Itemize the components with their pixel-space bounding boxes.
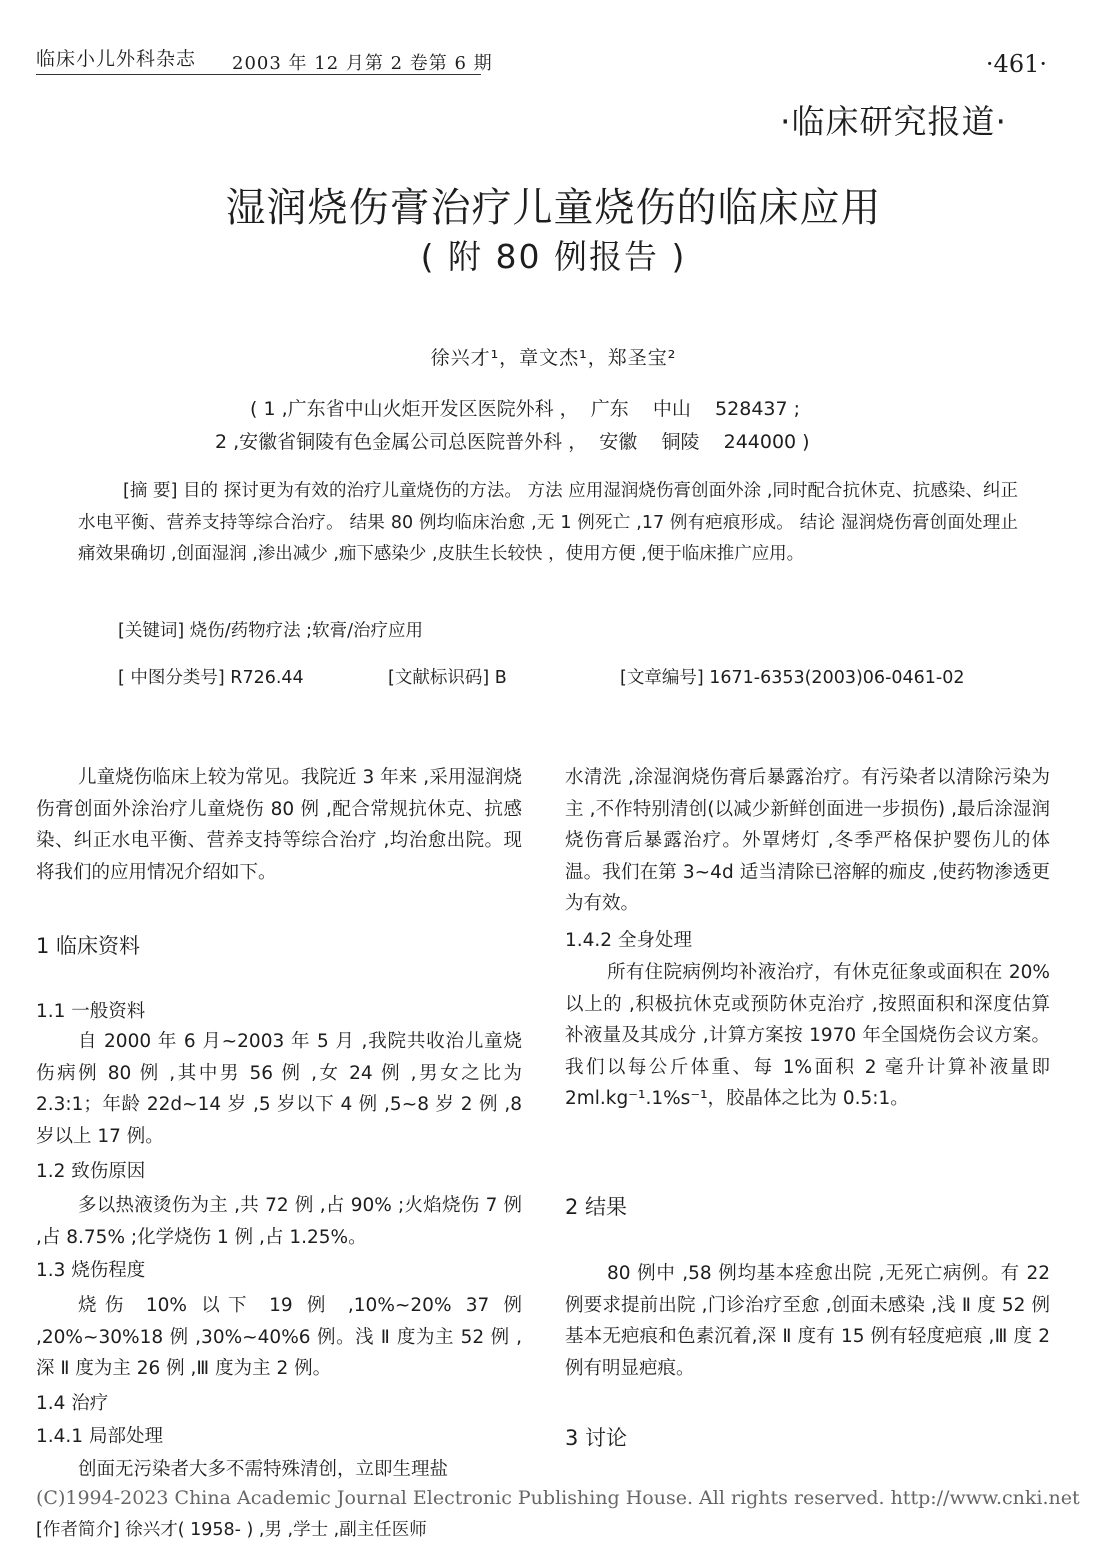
article-number: [文章编号] 1671-6353(2003)06-0461-02 xyxy=(620,668,965,688)
body-paragraph: 水清洗 ,涂湿润烧伤膏后暴露治疗。有污染者以清除污染为主 ,不作特别清创(以减少新鲜创面进一步损伤) ,最后涂湿润烧伤膏后暴露治疗。外罩烤灯 ,冬季严格保护婴伤儿的体温。我们在第 3~4d 适当清除已溶解的痂皮 ,使药物渗透更为有效。 xyxy=(565,767,1050,914)
body-paragraph: 自 2000 年 6 月~2003 年 5 月 ,我院共收治儿童烧伤病例 80 例 ,其中男 56 例 ,女 24 例 ,男女之比为 2.3:1；年龄 22d~14 岁 ,5 岁以下 4 例 ,5~8 岁 2 例 ,8 岁以上 17 例。 xyxy=(36,1031,522,1147)
subsection-heading: 1.1 一般资料 xyxy=(36,1001,146,1022)
clc-number: [ 中图分类号] R726.44 xyxy=(118,668,304,688)
body-paragraph: 多以热液烫伤为主 ,共 72 例 ,占 90% ;火焰烧伤 7 例 ,占 8.75% ;化学烧伤 1 例 ,占 1.25%。 xyxy=(36,1195,522,1248)
intro-paragraph: 儿童烧伤临床上较为常见。我院近 3 年来 ,采用湿润烧伤膏创面外涂治疗儿童烧伤 80 例 ,配合常规抗休克、抗感染、纠正水电平衡、营养支持等综合治疗 ,均治愈出院。现将我们的应用情况介绍如下。 xyxy=(36,767,522,883)
section-heading: 2 结果 xyxy=(565,1195,628,1219)
body-paragraph: 创面无污染者大多不需特殊清创，立即生理盐 xyxy=(78,1459,449,1480)
author-note: [作者简介] 徐兴才( 1958- ) ,男 ,学士 ,副主任医师 xyxy=(36,1520,427,1540)
subsection-heading: 1.3 烧伤程度 xyxy=(36,1260,146,1281)
section-heading: 3 讨论 xyxy=(565,1426,628,1450)
affiliation-2: 2 ,安徽省铜陵有色金属公司总医院普外科 ， 安徽 铜陵 244000 ) xyxy=(215,431,810,453)
author-list: 徐兴才¹，章文杰¹，郑圣宝² xyxy=(430,347,677,369)
body-paragraph: 烧伤 10% 以下 19 例 ,10%~20% 37 例 ,20%~30%18 例 ,30%~40%6 例。浅 Ⅱ 度为主 52 例 ,深 Ⅱ 度为主 26 例 ,Ⅲ 度为主 2 例。 xyxy=(36,1295,522,1379)
journal-name: 临床小儿外科杂志 xyxy=(36,48,197,70)
subsection-heading: 1.4 治疗 xyxy=(36,1393,109,1414)
page-number: ·461· xyxy=(985,50,1047,78)
body-paragraph: 所有住院病例均补液治疗，有休克征象或面积在 20%以上的 ,积极抗休克或预防休克治疗 ,按照面积和深度估算补液量及其成分 ,计算方案按 1970 年全国烧伤会议方案。我们以每公斤体重、每 1%面积 2 毫升计算补液量即 2ml.kg⁻¹.1%s⁻¹，胶晶体之比为 0.5:1。 xyxy=(565,962,1050,1109)
document-code: [文献标识码] B xyxy=(388,668,507,688)
article-subtitle: ( 附 80 例报告 ) xyxy=(420,237,687,276)
affiliation-1: ( 1 ,广东省中山火炬开发区医院外科 ， 广东 中山 528437 ; xyxy=(250,398,801,420)
header-rule xyxy=(36,74,481,75)
subsubsection-heading: 1.4.2 全身处理 xyxy=(565,930,692,951)
subsection-heading: 1.2 致伤原因 xyxy=(36,1161,146,1182)
body-paragraph: 80 例中 ,58 例均基本痊愈出院 ,无死亡病例。有 22 例要求提前出院 ,门诊治疗至愈 ,创面未感染 ,浅 Ⅱ 度 52 例基本无疤痕和色素沉着,深 Ⅱ 度有 15 例有轻度疤痕 ,Ⅲ 度 2 例有明显疤痕。 xyxy=(565,1263,1050,1379)
section-label: ·临床研究报道· xyxy=(780,102,1007,141)
keywords: [关键词] 烧伤/药物疗法 ;软膏/治疗应用 xyxy=(118,621,423,641)
copyright-notice: (C)1994-2023 China Academic Journal Electronic Publishing House. All rights reserved. http://www.cnki.net xyxy=(36,1487,1080,1509)
issue-info: 2003 年 12 月第 2 卷第 6 期 xyxy=(232,53,493,74)
section-heading: 1 临床资料 xyxy=(36,934,141,958)
abstract: [摘 要] 目的 探讨更为有效的治疗儿童烧伤的方法。 方法 应用湿润烧伤膏创面外涂 ,同时配合抗休克、抗感染、纠正水电平衡、营养支持等综合治疗。 结果 80 例均临床治愈 ,无 1 例死亡 ,17 例有疤痕形成。 结论 湿润烧伤膏创面处理止痛效果确切 ,创面湿润 ,渗出减少 ,痂下感染少 ,皮肤生长较快 ，使用方便 ,便于临床推广应用。 xyxy=(78,481,1018,564)
subsubsection-heading: 1.4.1 局部处理 xyxy=(36,1426,163,1447)
article-title: 湿润烧伤膏治疗儿童烧伤的临床应用 xyxy=(225,185,882,231)
